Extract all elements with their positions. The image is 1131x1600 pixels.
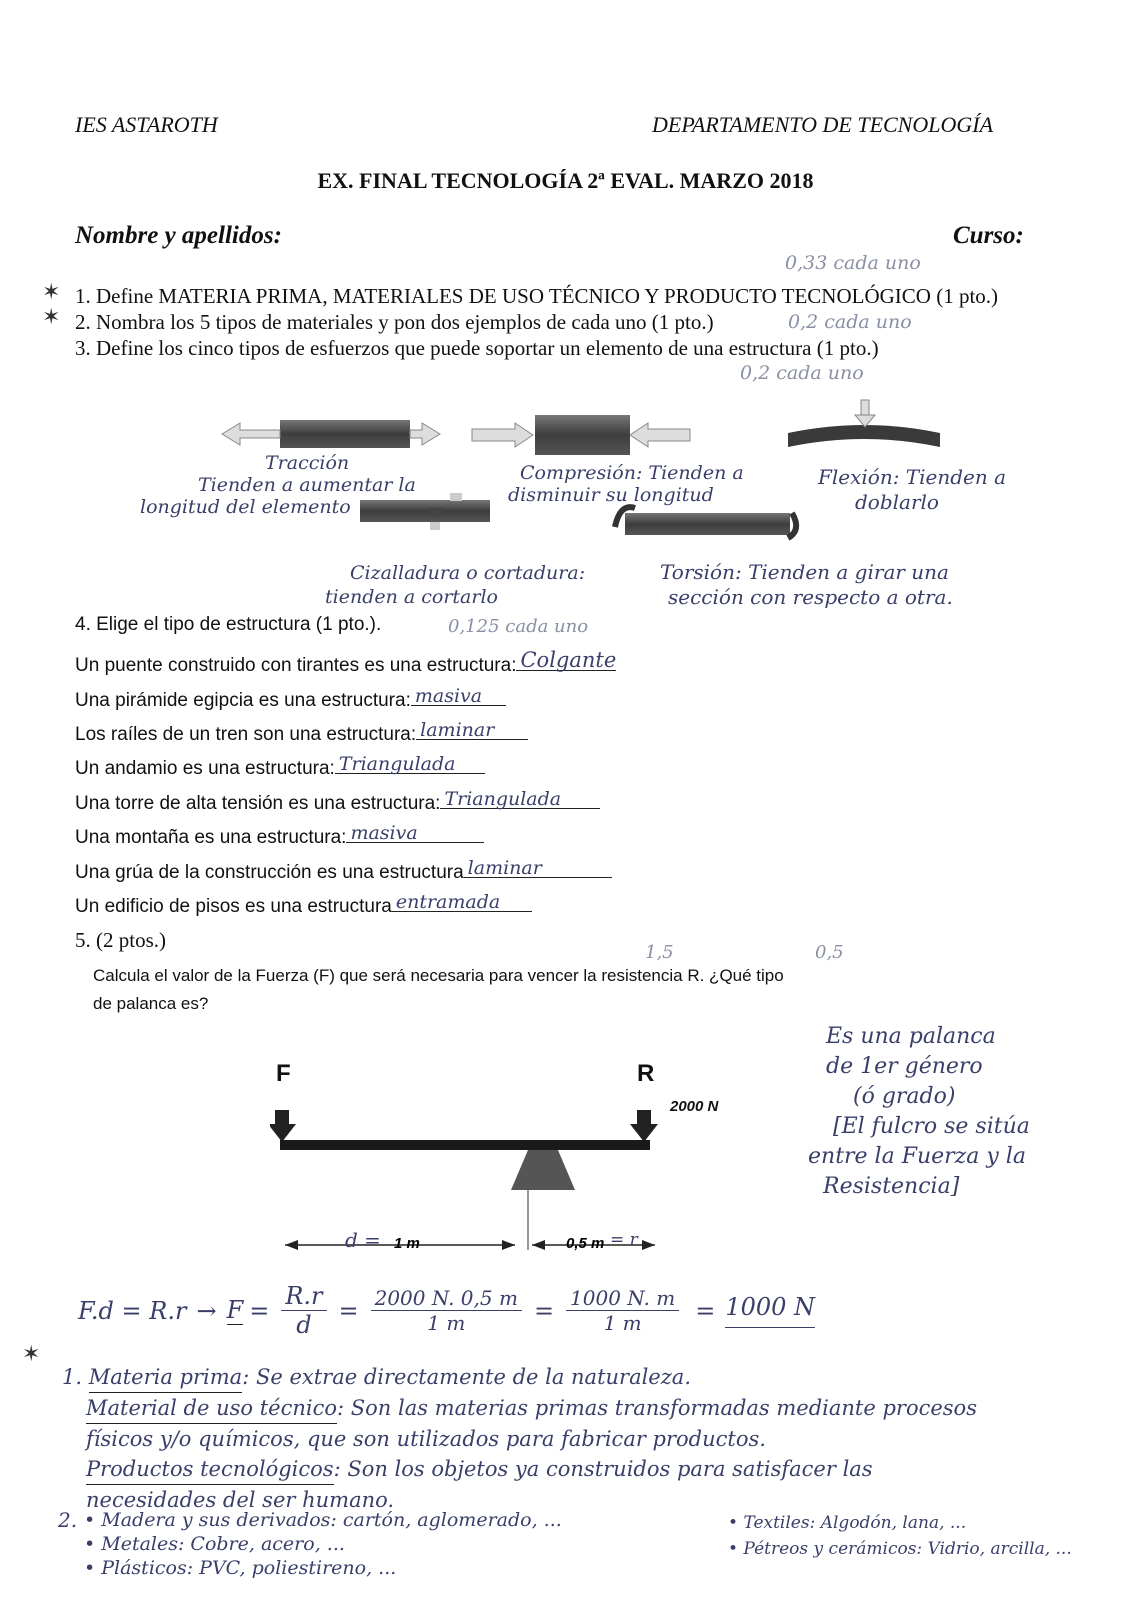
school-name: IES ASTAROTH [75, 112, 218, 137]
answer-1-line: Productos tecnológicos: Son los objetos ya construidos para satisfacer las [62, 1454, 977, 1485]
question-5: 5. (2 ptos.) [75, 928, 166, 952]
q1-score-note: 0,33 cada uno [785, 252, 921, 274]
structure-answer-field[interactable]: masiva [411, 685, 506, 706]
formula-fraction-3: $\frac{1000 N. m}{1 m}$ [566, 1286, 679, 1335]
course-label: Curso: [953, 222, 1024, 249]
structure-answer-field[interactable]: laminar [464, 857, 612, 878]
force-label: F [276, 1060, 291, 1087]
star-mark: ✶ [42, 305, 61, 330]
answer-1-line: físicos y/o químicos, que son utilizados para fabricar productos. [86, 1427, 766, 1451]
lever-answer-line: (ó grado) [853, 1084, 956, 1109]
structure-row [75, 650, 616, 677]
structure-row [75, 719, 528, 746]
lever-answer-line: Resistencia] [823, 1174, 960, 1199]
torsion-diagram [615, 507, 796, 538]
answer-2-line: • Madera y sus derivados: cartón, aglomerado, ... [84, 1509, 562, 1531]
q5-score-2: 0,5 [815, 942, 844, 963]
question-1: 1. Define MATERIA PRIMA, MATERIALES DE USO TÉCNICO Y PRODUCTO TECNOLÓGICO (1 pto.) [75, 284, 999, 308]
q5-score-1: 1,5 [645, 942, 674, 963]
shear-diagram [360, 493, 490, 530]
structure-answer-field[interactable]: Colgante [516, 650, 616, 671]
structure-prompt: Una pirámide egipcia es una estructura: [75, 690, 411, 711]
r-value: 0,5 m [566, 1235, 605, 1252]
lever-bar [280, 1140, 650, 1150]
formula-fraction-2: $\frac{2000 N. 0,5 m}{1 m}$ [371, 1286, 522, 1335]
answer-1-line: 1. Materia prima: Se extrae directamente de la naturaleza. [62, 1362, 977, 1393]
lever-answer-line: [El fulcro se sitúa [833, 1114, 1030, 1139]
r-label: = r [610, 1230, 638, 1250]
structure-prompt: Los raíles de un tren son una estructura: [75, 724, 417, 745]
resistance-label: R [637, 1060, 655, 1087]
question-4: 4. Elige el tipo de estructura (1 pto.). [75, 614, 382, 635]
traction-title: Tracción [265, 452, 350, 474]
structure-row [75, 822, 484, 849]
d-label: d = [345, 1228, 381, 1252]
traction-desc-2: longitud del elemento [140, 496, 351, 518]
structure-row [75, 753, 485, 780]
formula-fraction-1: $\frac{R.r}{d}$ [281, 1282, 326, 1339]
answer-1-line: Material de uso técnico: Son las materias primas transformadas mediante procesos [62, 1393, 977, 1424]
compression-desc-2: disminuir su longitud [508, 484, 714, 506]
name-label: Nombre y apellidos: [75, 222, 282, 249]
answer-2-line: • Plásticos: PVC, poliestireno, ... [84, 1557, 397, 1579]
compression-diagram [472, 415, 690, 455]
flexion-desc-1: Flexión: Tienden a [818, 465, 1007, 489]
structure-row [75, 891, 532, 918]
lever-problem-line-2: de palanca es? [93, 994, 209, 1013]
department-name: DEPARTAMENTO DE TECNOLOGÍA [652, 112, 994, 137]
star-mark: ✶ [42, 280, 61, 305]
torsion-desc-1: Torsión: Tienden a girar una [660, 560, 949, 584]
resistance-value: 2000 N [670, 1098, 719, 1115]
question-3: 3. Define los cinco tipos de esfuerzos que puede soportar un elemento de una estructura (1 pto.) [75, 336, 879, 360]
answer-2-number: 2. [58, 1508, 78, 1532]
lever-answer-line: entre la Fuerza y la [808, 1144, 1026, 1169]
lever-problem [93, 962, 784, 1018]
structure-row [75, 857, 612, 884]
formula-f: F [226, 1296, 244, 1324]
answer-2-line: • Pétreos y cerámicos: Vidrio, arcilla, ... [728, 1539, 1072, 1559]
lever-problem-line-1: Calcula el valor de la Fuerza (F) que será necesaria para vencer la resistencia R. ¿Qué tipo [93, 966, 784, 985]
formula-arrow: → [196, 1296, 217, 1325]
fulcrum-icon [511, 1150, 575, 1190]
lever-type-answer [808, 1022, 1030, 1202]
answer-2-line: • Textiles: Algodón, lana, ... [728, 1513, 967, 1533]
answer-1 [62, 1362, 977, 1515]
structure-row [75, 788, 600, 815]
answer-2-line: • Metales: Cobre, acero, ... [84, 1533, 345, 1555]
traction-desc-1: Tienden a aumentar la [198, 474, 416, 496]
shear-desc-1: Cizalladura o cortadura: [350, 562, 586, 584]
structure-prompt: Un edificio de pisos es una estructura [75, 896, 392, 917]
q4-score-note: 0,125 cada uno [448, 616, 589, 637]
compression-desc-1: Compresión: Tienden a [520, 462, 744, 484]
structure-answer-field[interactable]: Triangulada [440, 788, 600, 809]
exam-title: EX. FINAL TECNOLOGÍA 2ª EVAL. MARZO 2018 [317, 168, 814, 193]
answer-2-left [84, 1508, 562, 1580]
structure-answer-field[interactable]: masiva [346, 822, 484, 843]
structure-prompt: Una montaña es una estructura: [75, 827, 347, 848]
structure-prompt: Un andamio es una estructura: [75, 758, 335, 779]
formula-result: 1000 N [725, 1293, 815, 1328]
flexion-diagram [788, 400, 940, 447]
question-2: 2. Nombra los 5 tipos de materiales y pon dos ejemplos de cada uno (1 pto.) [75, 310, 714, 334]
shear-desc-2: tienden a cortarlo [325, 586, 498, 608]
q2-score-note: 0,2 cada uno [788, 311, 912, 333]
star-mark: ✶ [22, 1342, 41, 1367]
structure-answer-field[interactable]: entramada [392, 891, 532, 912]
torsion-desc-2: sección con respecto a otra. [668, 585, 953, 609]
d-value: 1 m [394, 1235, 420, 1252]
structure-answer-field[interactable]: Triangulada [335, 753, 485, 774]
answer-2-right [728, 1510, 1072, 1562]
resistance-arrow [630, 1110, 658, 1142]
force-arrow [270, 1110, 296, 1142]
structure-prompt: Una torre de alta tensión es una estructura: [75, 793, 441, 814]
lever-answer-line: de 1er género [826, 1054, 983, 1079]
formula-eq: = [249, 1296, 270, 1325]
flexion-desc-2: doblarlo [855, 490, 939, 514]
traction-diagram [222, 420, 440, 448]
structure-row [75, 685, 506, 712]
q3-score-note: 0,2 cada uno [740, 362, 864, 384]
structure-answer-field[interactable]: laminar [416, 719, 528, 740]
lever-answer-line: Es una palanca [826, 1024, 996, 1049]
formula-lhs: F.d = R.r [78, 1296, 187, 1325]
lever-formula: F.d = R.r → F = $\frac{R.r}{d}$ = $\frac{2000 N. 0,5 m}{1 m}$ = $\frac{1000 N. m}{1 m}$ = 1000 N [78, 1282, 816, 1339]
answer-1-line: necesidades del ser humano. [86, 1488, 395, 1512]
structure-prompt: Una grúa de la construcción es una estructura [75, 862, 464, 883]
structure-prompt: Un puente construido con tirantes es una estructura: [75, 655, 517, 676]
